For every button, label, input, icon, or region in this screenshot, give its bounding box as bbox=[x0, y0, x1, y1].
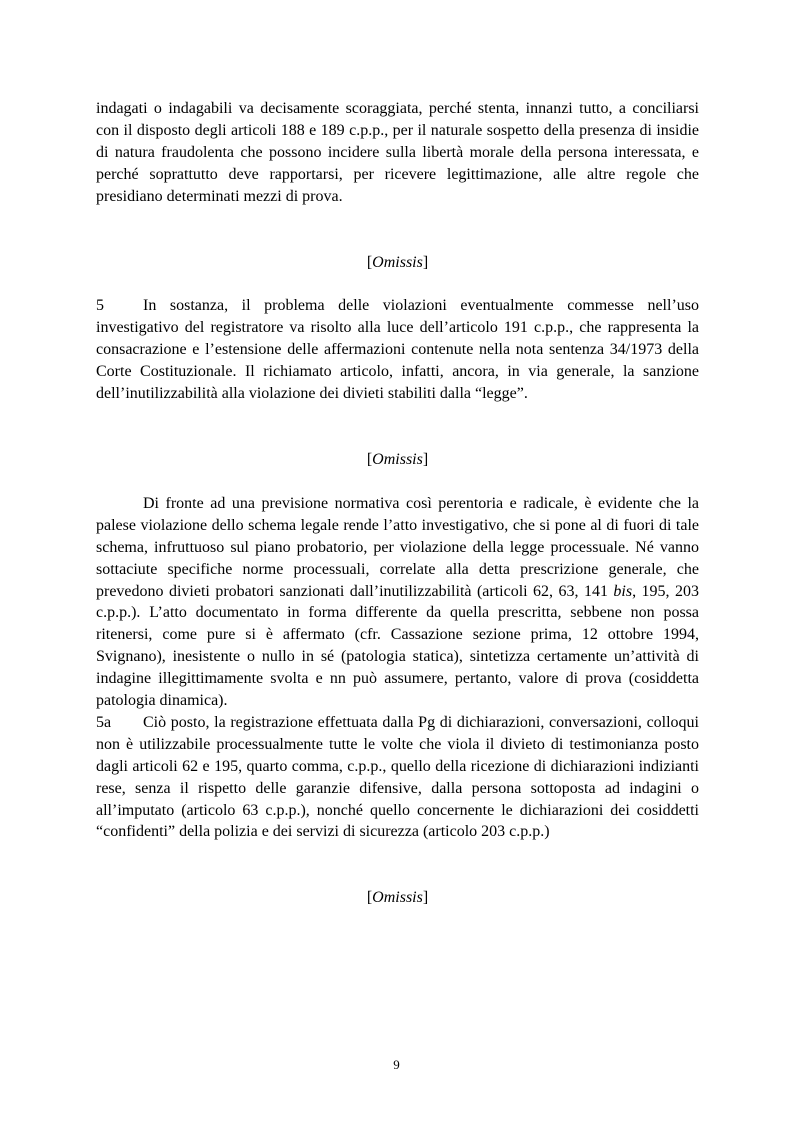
paragraph-intro: indagati o indagabili va decisamente scoraggiata, perché stenta, innanzi tutto, a conciliarsi con il disposto degli articoli 188 e 189 c.p.p., per il naturale sospetto della presenza di insidie di natura fraudolenta che possono incidere sulla libertà morale della persona interessata, e perché soprattutto deve rapportarsi, per ricevere legittimazione, alle altre regole che presidiano determinati mezzi di prova. bbox=[96, 100, 699, 205]
paragraph-normative: Di fronte ad una previsione normativa così perentoria e radicale, è evidente che la palese violazione dello schema legale rende l’atto investigativo, che si pone al di fuori di tale schema, infruttuoso sul piano probatorio, per violazione della legge processuale. Né vanno sottaciute specifiche norme processuali, correlate alla detta prescrizione generale, che prevedono divieti probatori sanzionati dall’inutilizzabilità (articoli 62, 63, 141 bis, 195, 203 c.p.p.). L’atto documentato in forma differente da quella prescritta, sebbene non possa ritenersi, come pure si è affermato (cfr. Cassazione sezione prima, 12 ottobre 1994, Svignano), inesistente o nullo in sé (patologia statica), sintetizza certamente un’attività di indagine illegittimamente svolta e nn può assumere, pertanto, valore di prova (cosiddetta patologia dinamica). bbox=[96, 494, 700, 710]
paragraph-5-text: In sostanza, il problema delle violazioni eventualmente commesse nell’uso investigativo del registratore va risolto alla luce dell’articolo 191 c.p.p., che rappresenta la consacrazione e l’estensione delle affermazioni contenute nella nota sentenza 34/1973 della Corte Costituzionale. Il richiamato articolo, infatti, ancora, in via generale, la sanzione dell’inutilizzabilità alla violazione dei divieti stabiliti dalla “legge”. bbox=[96, 297, 699, 403]
document-page bbox=[96, 98, 699, 909]
section-number-5: 5 bbox=[96, 297, 104, 315]
section-number-5a: 5a bbox=[96, 713, 112, 731]
omissis-marker-1: [Omissis] bbox=[366, 253, 429, 271]
omissis-marker-3: [Omissis] bbox=[366, 889, 429, 907]
paragraph-5 bbox=[96, 295, 699, 405]
paragraph-5a bbox=[96, 712, 699, 843]
paragraph-5a-text: Ciò posto, la registrazione effettuata dalla Pg di dichiarazioni, conversazioni, colloqui non è utilizzabile processualmente tutte le volte che viola il divieto di testimonianza posto dagli articoli 62 e 195, quarto comma, c.p.p., quello della ricezione di dichiarazioni indizianti rese, senza il rispetto delle garanzie difensive, dalla persona sottoposta ad indagini o all’imputato (articolo 63 c.p.p.), nonché quello concernente le dichiarazioni dei cosiddetti “confidenti” della polizia e dei servizi di sicurezza (articolo 203 c.p.p.) bbox=[96, 713, 699, 841]
page-number: 9 bbox=[393, 1057, 400, 1072]
bis-italic: bis bbox=[613, 582, 633, 600]
omissis-marker-2: [Omissis] bbox=[366, 450, 429, 468]
